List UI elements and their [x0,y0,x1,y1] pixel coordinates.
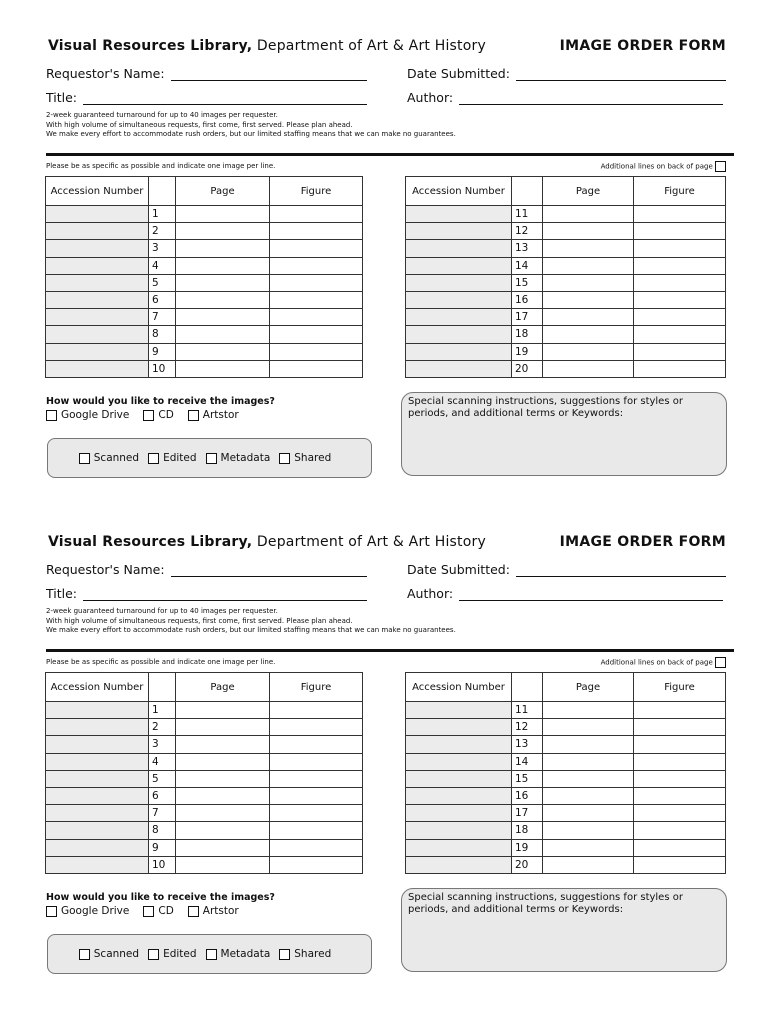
page-cell[interactable] [176,787,270,804]
line-number: 9 [149,839,176,856]
column-header: Page [176,177,270,206]
line-number: 2 [149,223,176,240]
accession-number-cell[interactable] [46,822,149,839]
page-cell[interactable] [176,770,270,787]
page-cell[interactable] [176,753,270,770]
accession-number-cell[interactable] [406,291,512,308]
page-cell[interactable] [543,326,634,343]
checkbox[interactable] [46,906,57,917]
figure-cell[interactable] [634,805,726,822]
table-row [46,343,363,360]
column-header: Page [176,673,270,702]
table-row [46,274,363,291]
accession-number-cell[interactable] [46,223,149,240]
figure-cell[interactable] [634,326,726,343]
page-cell[interactable] [176,856,270,873]
page-cell[interactable] [176,702,270,719]
column-header: Accession Number [46,177,149,206]
table-row [406,206,726,223]
figure-cell[interactable] [270,822,363,839]
table-row [406,787,726,804]
figure-cell[interactable] [634,822,726,839]
state-option-metadata[interactable]: Metadata [206,948,271,960]
page-cell[interactable] [543,274,634,291]
table-row [406,309,726,326]
table-row [406,274,726,291]
table-row [406,326,726,343]
figure-cell[interactable] [270,360,363,377]
page-cell[interactable] [543,753,634,770]
accession-number-cell[interactable] [46,343,149,360]
table-row [46,206,363,223]
table-row [406,770,726,787]
figure-cell[interactable] [634,223,726,240]
figure-cell[interactable] [634,753,726,770]
date-submitted-field[interactable]: Date Submitted: [407,562,726,577]
accession-number-cell[interactable] [406,719,512,736]
table-row [406,719,726,736]
figure-cell[interactable] [634,360,726,377]
figure-cell[interactable] [634,274,726,291]
column-header: Figure [634,673,726,702]
table-row [406,257,726,274]
column-header [512,673,543,702]
accession-number-cell[interactable] [46,856,149,873]
requestor-name-field[interactable]: Requestor's Name: [46,66,367,81]
table-row [406,223,726,240]
table-row [46,719,363,736]
figure-cell[interactable] [270,274,363,291]
state-option-shared[interactable]: Shared [279,948,331,960]
table-row [46,291,363,308]
figure-cell[interactable] [634,257,726,274]
delivery-options [46,409,253,421]
table-row [46,856,363,873]
line-number: 1 [149,702,176,719]
page-cell[interactable] [176,343,270,360]
additional-lines-note: Additional lines on back of page [601,161,726,172]
figure-cell[interactable] [270,856,363,873]
accession-number-cell[interactable] [406,856,512,873]
delivery-options [46,905,253,917]
column-header: Figure [634,177,726,206]
table-row [406,291,726,308]
line-number: 11 [512,702,543,719]
image-order-form [0,0,770,500]
line-number: 5 [149,274,176,291]
line-number: 19 [512,839,543,856]
figure-cell[interactable] [270,787,363,804]
table-row [46,839,363,856]
figure-cell[interactable] [270,719,363,736]
delivery-option-cd[interactable]: CD [143,409,173,421]
accession-number-cell[interactable] [46,291,149,308]
page-cell[interactable] [543,787,634,804]
delivery-option-artstor[interactable]: Artstor [188,409,239,421]
title-field[interactable]: Title: [46,586,367,601]
figure-cell[interactable] [270,326,363,343]
page-cell[interactable] [176,309,270,326]
table-row [46,309,363,326]
state-option-scanned[interactable]: Scanned [79,948,139,960]
accession-number-cell[interactable] [406,770,512,787]
state-option-scanned[interactable]: Scanned [79,452,139,464]
line-number: 13 [512,736,543,753]
checkbox[interactable] [188,906,199,917]
column-header: Page [543,177,634,206]
special-instructions-box[interactable]: Special scanning instructions, suggestions for styles or periods, and additional terms or Keywords: [401,888,727,972]
figure-cell[interactable] [270,736,363,753]
column-header: Accession Number [46,673,149,702]
table-row [46,805,363,822]
line-number: 20 [512,856,543,873]
page-cell[interactable] [543,360,634,377]
accession-number-cell[interactable] [406,805,512,822]
line-number: 12 [512,223,543,240]
accession-number-cell[interactable] [46,719,149,736]
page-cell[interactable] [176,326,270,343]
page-cell[interactable] [543,822,634,839]
page-cell[interactable] [176,206,270,223]
instructions: Please be as specific as possible and indicate one image per line. [46,658,276,666]
table-row [46,822,363,839]
page-cell[interactable] [543,309,634,326]
line-number: 14 [512,257,543,274]
line-number: 7 [149,805,176,822]
state-option-metadata[interactable]: Metadata [206,452,271,464]
date-submitted-field[interactable]: Date Submitted: [407,66,726,81]
line-number: 18 [512,822,543,839]
accession-number-cell[interactable] [46,240,149,257]
line-number: 15 [512,274,543,291]
column-header [149,673,176,702]
requestor-name-field[interactable]: Requestor's Name: [46,562,367,577]
table-row [46,223,363,240]
library-title: Visual Resources Library, Department of Art & Art History [48,38,486,54]
line-number: 3 [149,736,176,753]
column-header [512,177,543,206]
right-order-table [405,176,726,378]
title-field[interactable]: Title: [46,90,367,105]
line-number: 5 [149,770,176,787]
accession-number-cell[interactable] [406,702,512,719]
checkbox[interactable] [279,949,290,960]
figure-cell[interactable] [270,291,363,308]
accession-number-cell[interactable] [406,753,512,770]
figure-cell[interactable] [634,770,726,787]
line-number: 12 [512,719,543,736]
line-number: 20 [512,360,543,377]
table-row [406,343,726,360]
page-cell[interactable] [543,839,634,856]
line-number: 17 [512,309,543,326]
accession-number-cell[interactable] [406,822,512,839]
divider [46,153,734,156]
line-number: 8 [149,822,176,839]
table-row [46,753,363,770]
table-row [46,360,363,377]
table-row [406,822,726,839]
accession-number-cell[interactable] [46,360,149,377]
accession-number-cell[interactable] [406,206,512,223]
accession-number-cell[interactable] [46,274,149,291]
page-cell[interactable] [176,839,270,856]
accession-number-cell[interactable] [406,223,512,240]
line-number: 4 [149,753,176,770]
table-row [46,257,363,274]
left-order-table [45,176,363,378]
accession-number-cell[interactable] [46,326,149,343]
page-cell[interactable] [543,291,634,308]
delivery-option-cd[interactable]: CD [143,905,173,917]
delivery-question: How would you like to receive the images? [46,396,275,407]
page-cell[interactable] [543,719,634,736]
form-title: IMAGE ORDER FORM [559,38,726,54]
column-header: Accession Number [406,177,512,206]
image-state-options [47,438,372,478]
delivery-question: How would you like to receive the images? [46,892,275,903]
column-header [149,177,176,206]
accession-number-cell[interactable] [406,309,512,326]
author-field[interactable]: Author: [407,586,723,601]
line-number: 2 [149,719,176,736]
line-number: 10 [149,856,176,873]
checkbox[interactable] [148,453,159,464]
line-number: 4 [149,257,176,274]
page-cell[interactable] [543,223,634,240]
delivery-option-google-drive[interactable]: Google Drive [46,409,129,421]
figure-cell[interactable] [634,856,726,873]
accession-number-cell[interactable] [46,206,149,223]
delivery-option-google-drive[interactable]: Google Drive [46,905,129,917]
table-row [406,240,726,257]
state-option-edited[interactable]: Edited [148,452,196,464]
page-cell[interactable] [543,805,634,822]
line-number: 6 [149,787,176,804]
table-row [46,787,363,804]
page-cell[interactable] [176,736,270,753]
line-number: 15 [512,770,543,787]
accession-number-cell[interactable] [46,736,149,753]
checkbox[interactable] [206,949,217,960]
state-option-edited[interactable]: Edited [148,948,196,960]
page-cell[interactable] [176,360,270,377]
table-row [406,702,726,719]
figure-cell[interactable] [634,343,726,360]
line-number: 9 [149,343,176,360]
page-cell[interactable] [543,240,634,257]
figure-cell[interactable] [634,206,726,223]
checkbox[interactable] [79,453,90,464]
line-number: 14 [512,753,543,770]
accession-number-cell[interactable] [406,274,512,291]
accession-number-cell[interactable] [46,702,149,719]
page-cell[interactable] [543,856,634,873]
checkbox[interactable] [206,453,217,464]
table-row [46,770,363,787]
accession-number-cell[interactable] [406,360,512,377]
accession-number-cell[interactable] [406,736,512,753]
line-number: 16 [512,787,543,804]
additional-lines-note: Additional lines on back of page [601,657,726,668]
line-number: 18 [512,326,543,343]
table-row [406,856,726,873]
table-row [406,839,726,856]
figure-cell[interactable] [634,719,726,736]
page-cell[interactable] [176,291,270,308]
figure-cell[interactable] [270,309,363,326]
checkbox[interactable] [148,949,159,960]
page-cell[interactable] [176,719,270,736]
page-cell[interactable] [543,206,634,223]
line-number: 10 [149,360,176,377]
page-cell[interactable] [176,240,270,257]
figure-cell[interactable] [634,736,726,753]
accession-number-cell[interactable] [46,787,149,804]
author-field[interactable]: Author: [407,90,723,105]
page-cell[interactable] [176,274,270,291]
column-header: Page [543,673,634,702]
page-cell[interactable] [543,702,634,719]
state-option-shared[interactable]: Shared [279,452,331,464]
left-order-table [45,672,363,874]
column-header: Figure [270,673,363,702]
page-cell[interactable] [543,770,634,787]
table-row [46,326,363,343]
accession-number-cell[interactable] [46,805,149,822]
column-header: Figure [270,177,363,206]
checkbox[interactable] [46,410,57,421]
accession-number-cell[interactable] [46,770,149,787]
right-order-table [405,672,726,874]
table-row [406,753,726,770]
page-cell[interactable] [543,343,634,360]
page-cell[interactable] [543,257,634,274]
figure-cell[interactable] [634,309,726,326]
figure-cell[interactable] [270,839,363,856]
checkbox[interactable] [188,410,199,421]
turnaround-notes: 2-week guaranteed turnaround for up to 40 images per requester. With high volume of simultaneous requests, first come, first served. Please plan ahead. We make every effort to accommodate rush orders, but our limited staffing means that we can make no guarantees. [46,111,456,138]
line-number: 11 [512,206,543,223]
table-row [46,702,363,719]
table-row [406,736,726,753]
figure-cell[interactable] [634,291,726,308]
checkbox[interactable] [279,453,290,464]
accession-number-cell[interactable] [46,839,149,856]
accession-number-cell[interactable] [406,343,512,360]
delivery-option-artstor[interactable]: Artstor [188,905,239,917]
checkbox[interactable] [143,906,154,917]
form-title: IMAGE ORDER FORM [559,534,726,550]
image-state-options [47,934,372,974]
figure-cell[interactable] [634,240,726,257]
figure-cell[interactable] [270,240,363,257]
checkbox[interactable] [79,949,90,960]
accession-number-cell[interactable] [46,309,149,326]
checkbox[interactable] [143,410,154,421]
figure-cell[interactable] [270,223,363,240]
instructions: Please be as specific as possible and indicate one image per line. [46,162,276,170]
figure-cell[interactable] [270,257,363,274]
additional-lines-checkbox[interactable] [715,657,726,668]
figure-cell[interactable] [634,839,726,856]
line-number: 7 [149,309,176,326]
line-number: 3 [149,240,176,257]
line-number: 16 [512,291,543,308]
page-cell[interactable] [176,257,270,274]
figure-cell[interactable] [634,787,726,804]
line-number: 6 [149,291,176,308]
page-cell[interactable] [176,822,270,839]
page-cell[interactable] [543,736,634,753]
accession-number-cell[interactable] [46,753,149,770]
library-title: Visual Resources Library, Department of Art & Art History [48,534,486,550]
accession-number-cell[interactable] [406,257,512,274]
figure-cell[interactable] [270,753,363,770]
accession-number-cell[interactable] [406,240,512,257]
divider [46,649,734,652]
special-instructions-box[interactable]: Special scanning instructions, suggestions for styles or periods, and additional terms or Keywords: [401,392,727,476]
column-header: Accession Number [406,673,512,702]
table-row [406,805,726,822]
line-number: 8 [149,326,176,343]
turnaround-notes: 2-week guaranteed turnaround for up to 40 images per requester. With high volume of simultaneous requests, first come, first served. Please plan ahead. We make every effort to accommodate rush orders, but our limited staffing means that we can make no guarantees. [46,607,456,634]
line-number: 19 [512,343,543,360]
image-order-form [0,496,770,996]
page-cell[interactable] [176,223,270,240]
figure-cell[interactable] [270,770,363,787]
figure-cell[interactable] [270,206,363,223]
line-number: 1 [149,206,176,223]
table-row [406,360,726,377]
accession-number-cell[interactable] [46,257,149,274]
accession-number-cell[interactable] [406,787,512,804]
figure-cell[interactable] [270,805,363,822]
table-row [46,240,363,257]
line-number: 13 [512,240,543,257]
page-cell[interactable] [176,805,270,822]
line-number: 17 [512,805,543,822]
table-row [46,736,363,753]
additional-lines-checkbox[interactable] [715,161,726,172]
figure-cell[interactable] [270,702,363,719]
figure-cell[interactable] [270,343,363,360]
accession-number-cell[interactable] [406,839,512,856]
figure-cell[interactable] [634,702,726,719]
accession-number-cell[interactable] [406,326,512,343]
